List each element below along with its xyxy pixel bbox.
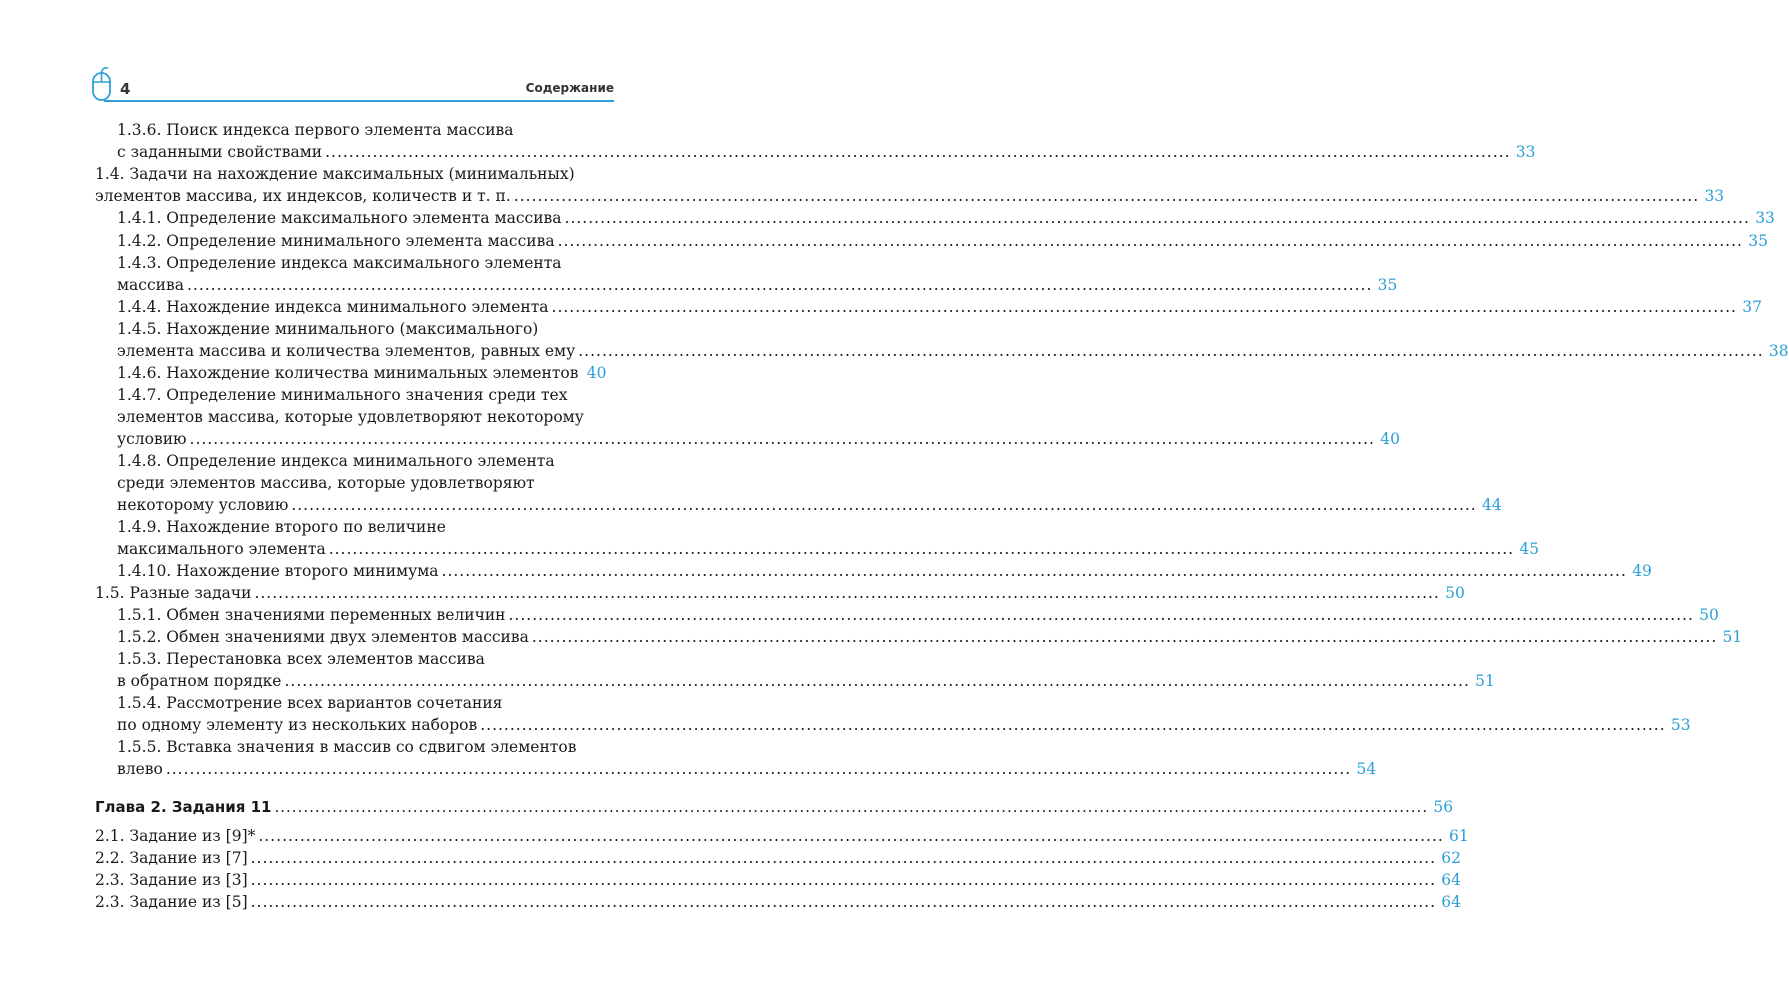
toc-page-number[interactable]: 54: [1356, 760, 1377, 779]
toc-entry-line: [117, 230, 1768, 252]
page-number: 4: [120, 80, 131, 98]
toc-entry-label: некоторому условию: [117, 496, 289, 515]
toc-entry-line: [117, 296, 1762, 318]
dot-leader: ........................................................................................................................................................................................................: [284, 672, 1470, 691]
toc-entry-line: [117, 692, 606, 714]
toc-entry-label: 1.4.9. Нахождение второго по величине: [117, 518, 446, 536]
toc-entry-line: [117, 119, 606, 141]
toc-entry-label: 1.4.4. Нахождение индекса минимального элемента: [117, 298, 549, 316]
dot-leader: ........................................................................................................................................................................................................: [531, 628, 1718, 646]
toc-page-number[interactable]: 40: [586, 364, 607, 382]
toc-entry-line: [117, 494, 1502, 516]
toc-entry-label: условию: [117, 430, 187, 449]
toc-entry-line: [117, 648, 606, 670]
toc-entry-label: массива: [117, 276, 184, 295]
toc-entry-line: [95, 869, 1462, 891]
toc-page-number[interactable]: 51: [1722, 628, 1743, 646]
toc-entry-label: 1.4.2. Определение минимального элемента массива: [117, 232, 555, 250]
toc-page-number[interactable]: 38: [1768, 342, 1789, 361]
toc-entry-line: [117, 450, 606, 472]
header-section-title: Содержание: [525, 81, 614, 95]
dot-leader: ........................................................................................................................................................................................................: [250, 871, 1437, 889]
dot-leader: ........................................................................................................................................................................................................: [557, 232, 1743, 250]
toc-entry-label: 1.5.1. Обмен значениями переменных величин: [117, 606, 506, 624]
toc-entry-label: 1.5.2. Обмен значениями двух элементов массива: [117, 628, 529, 646]
toc-entry-line: [117, 274, 1398, 296]
toc-entry-line: [117, 141, 1536, 163]
toc-entry-line: [117, 384, 606, 406]
toc-entry-line: [117, 362, 606, 384]
toc-entry-line: [117, 758, 1377, 780]
dot-leader: ........................................................................................................................................................................................................: [441, 562, 1627, 580]
toc-entry-line: [117, 538, 1540, 560]
dot-leader: ........................................................................................................................................................................................................: [578, 342, 1764, 361]
dot-leader: ........................................................................................................................................................................................................: [564, 209, 1750, 227]
toc-entry-label: в обратном порядке: [117, 672, 282, 691]
toc-entry-label: 1.4.10. Нахождение второго минимума: [117, 562, 439, 580]
toc-entry-label: 1.3.6. Поиск индекса первого элемента массива: [117, 121, 514, 139]
toc-entry-line: [95, 185, 1725, 207]
toc-entry-line: [117, 340, 1789, 362]
toc-page-number[interactable]: 50: [1699, 606, 1719, 624]
toc-entry-line: [117, 604, 1719, 626]
toc-page-number[interactable]: 62: [1441, 849, 1462, 867]
toc-entry-label: 2.3. Задание из [3]: [95, 871, 248, 889]
toc-page-number[interactable]: 37: [1742, 298, 1762, 316]
toc-page-number[interactable]: 64: [1441, 893, 1462, 911]
toc-page-number[interactable]: 33: [1755, 209, 1775, 227]
dot-leader: ........................................................................................................................................................................................................: [291, 496, 1477, 515]
toc-entry-line: [95, 847, 1462, 869]
dot-leader: ........................................................................................................................................................................................................: [480, 716, 1666, 735]
dot-leader: ........................................................................................................................................................................................................: [258, 827, 1444, 845]
toc-page-number[interactable]: 51: [1475, 672, 1495, 691]
toc-page-number[interactable]: 44: [1482, 496, 1502, 515]
toc-entry-line: [117, 406, 606, 428]
dot-leader: ........................................................................................................................................................................................................: [551, 298, 1737, 316]
toc-entry-line: [117, 472, 606, 494]
dot-leader: ........................................................................................................................................................................................................: [250, 849, 1437, 867]
toc-entry-label: элементов массива, их индексов, количеств и т. п.: [95, 187, 511, 206]
toc-page-number[interactable]: 61: [1449, 827, 1469, 845]
toc-page-number[interactable]: 64: [1441, 871, 1462, 889]
dot-leader: ........................................................................................................................................................................................................: [250, 893, 1437, 911]
toc-entry-label: среди элементов массива, которые удовлетворяют: [117, 474, 535, 493]
toc-entry-label: 1.4.6. Нахождение количества минимальных элементов: [117, 364, 579, 382]
dot-leader: ........................................................................................................................................................................................................: [325, 143, 1511, 162]
toc-entry-label: 1.5.5. Вставка значения в массив со сдвигом элементов: [117, 738, 577, 756]
toc-entry-label: 1.4.7. Определение минимального значения среди тех: [117, 386, 568, 404]
toc-entry-line: [117, 626, 1743, 648]
toc-entry-label: Глава 2. Задания 11: [95, 798, 272, 816]
toc-entry-label: 1.5.4. Рассмотрение всех вариантов сочетания: [117, 694, 503, 712]
toc-entry-label: 1.5. Разные задачи: [95, 584, 252, 602]
toc-entry-label: 1.4.5. Нахождение минимального (максимального): [117, 320, 539, 338]
toc-page-number[interactable]: 35: [1377, 276, 1398, 295]
toc-page-number[interactable]: 50: [1445, 584, 1465, 602]
toc-page-number[interactable]: 53: [1670, 716, 1691, 735]
toc-chapter-entry: [95, 796, 1454, 818]
toc-entry-line: [117, 516, 606, 538]
toc-entry-label: элементов массива, которые удовлетворяют некоторому: [117, 408, 584, 427]
toc-page-number[interactable]: 49: [1632, 562, 1652, 580]
dot-leader: ........................................................................................................................................................................................................: [513, 187, 1700, 206]
dot-leader: ........................................................................................................................................................................................................: [274, 798, 1429, 816]
dot-leader: ........................................................................................................................................................................................................: [508, 606, 1694, 624]
toc-entry-line: [95, 825, 1469, 847]
toc-page-number[interactable]: 40: [1380, 430, 1400, 449]
toc-entry-label: 2.3. Задание из [5]: [95, 893, 248, 911]
toc-entry-label: 2.1. Задание из [9]*: [95, 827, 256, 845]
dot-leader: ........................................................................................................................................................................................................: [328, 540, 1515, 559]
toc-entry-label: с заданными свойствами: [117, 143, 323, 162]
toc-entry-label: 1.4.8. Определение индекса минимального элемента: [117, 452, 555, 470]
toc-entry-line: [95, 163, 606, 185]
dot-leader: ........................................................................................................................................................................................................: [186, 276, 1373, 295]
toc-entry-label: 1.4. Задачи на нахождение максимальных (минимальных): [95, 165, 575, 183]
toc-page-number[interactable]: 45: [1519, 540, 1540, 559]
dot-leader: ........................................................................................................................................................................................................: [189, 430, 1375, 449]
toc-entry-line: [117, 670, 1495, 692]
toc-entry-line: [117, 252, 606, 274]
toc-entry-line: [117, 428, 1400, 450]
toc-entry-line: [95, 582, 1465, 604]
toc-page-number[interactable]: 35: [1748, 232, 1768, 250]
toc-entry-label: влево: [117, 760, 163, 779]
toc-page-number[interactable]: 33: [1704, 187, 1725, 206]
toc-entry-label: 1.4.3. Определение индекса максимального элемента: [117, 254, 562, 272]
dot-leader: ........................................................................................................................................................................................................: [165, 760, 1352, 779]
toc-entry-label: максимального элемента: [117, 540, 326, 559]
toc-entry-line: [117, 714, 1691, 736]
toc-entry-line: [117, 207, 1775, 229]
toc-entry-label: по одному элементу из нескольких наборов: [117, 716, 478, 735]
dot-leader: ........................................................................................................................................................................................................: [254, 584, 1440, 602]
toc-entry-label: 1.4.1. Определение максимального элемента массива: [117, 209, 562, 227]
toc-entry-line: [117, 736, 606, 758]
toc-entry-label: 2.2. Задание из [7]: [95, 849, 248, 867]
toc-page-number[interactable]: 33: [1515, 143, 1536, 162]
toc-page-number[interactable]: 56: [1433, 798, 1454, 816]
toc-entry-line: [117, 560, 1652, 582]
toc-entry-line: [117, 318, 606, 340]
toc-entry-line: [95, 891, 1462, 913]
toc-entry-label: 1.5.3. Перестановка всех элементов массива: [117, 650, 485, 668]
toc-entry-label: элемента массива и количества элементов, равных ему: [117, 342, 576, 361]
